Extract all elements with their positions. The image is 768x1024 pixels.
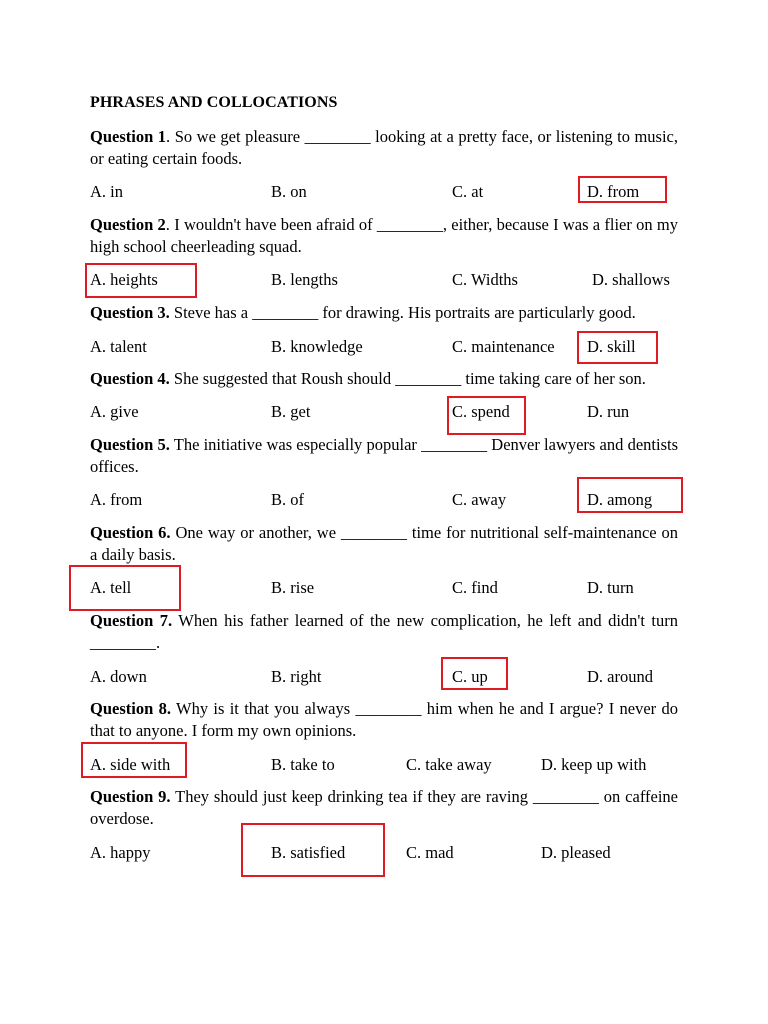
option-a[interactable]: A. happy (90, 843, 151, 862)
option-c[interactable]: C. mad (406, 843, 454, 862)
question-label: Question 7. (90, 611, 173, 630)
question-label: Question 8. (90, 699, 171, 718)
option-d[interactable]: D. shallows (592, 270, 670, 289)
option-d[interactable]: D. from (587, 182, 640, 201)
option-b[interactable]: B. rise (271, 578, 315, 597)
answer-mark (577, 331, 658, 364)
option-b[interactable]: B. on (271, 182, 307, 201)
option-a[interactable]: A. down (90, 667, 147, 686)
option-b[interactable]: B. lengths (271, 270, 338, 289)
page-title: PHRASES AND COLLOCATIONS (90, 94, 338, 111)
option-d[interactable]: D. pleased (541, 843, 611, 862)
option-d[interactable]: D. around (587, 667, 653, 686)
option-a[interactable]: A. in (90, 182, 123, 201)
question-label: Question 3. (90, 303, 170, 322)
option-a[interactable]: A. from (90, 490, 143, 509)
option-a[interactable]: A. heights (90, 270, 158, 289)
answer-mark (577, 477, 683, 513)
question-text: The initiative was especially popular ________ Denver lawyers and dentists offices. (90, 435, 678, 476)
question-5 (90, 434, 678, 478)
question-7 (90, 610, 678, 654)
option-c[interactable]: C. Widths (452, 270, 518, 289)
question-label: Question 1 (90, 127, 167, 146)
answer-mark (241, 823, 385, 877)
option-a[interactable]: A. talent (90, 337, 147, 356)
option-a[interactable]: A. side with (90, 755, 171, 774)
option-d[interactable]: D. among (587, 490, 653, 509)
option-d[interactable]: D. keep up with (541, 755, 647, 774)
question-label: Question 6. (90, 523, 171, 542)
question-text: . I wouldn't have been afraid of ________, either, because I was a flier on my high school cheerleading squad. (90, 215, 678, 256)
question-label: Question 5. (90, 435, 170, 454)
answer-mark (441, 657, 508, 690)
question-label: Question 9. (90, 787, 171, 806)
option-c[interactable]: C. take away (406, 755, 492, 774)
question-label: Question 2 (90, 215, 166, 234)
answer-mark (85, 263, 197, 298)
option-b[interactable]: B. knowledge (271, 337, 363, 356)
answer-mark (81, 742, 187, 778)
question-label: Question 4. (90, 369, 170, 388)
option-a[interactable]: A. tell (90, 578, 132, 597)
question-3 (90, 302, 678, 324)
option-c[interactable]: C. away (452, 490, 507, 509)
option-c[interactable]: C. spend (452, 402, 510, 421)
answer-mark (69, 565, 181, 611)
option-c[interactable]: C. find (452, 578, 498, 597)
option-b[interactable]: B. get (271, 402, 311, 421)
question-text: Why is it that you always ________ him when he and I argue? I never do that to anyone. I form my own opinions. (90, 699, 678, 740)
question-2 (90, 214, 678, 258)
option-d[interactable]: D. skill (587, 337, 636, 356)
question-8 (90, 698, 678, 742)
option-b[interactable]: B. take to (271, 755, 335, 774)
question-6 (90, 522, 678, 566)
option-d[interactable]: D. turn (587, 578, 634, 597)
option-b[interactable]: B. satisfied (271, 843, 346, 862)
answer-mark (447, 396, 526, 435)
option-b[interactable]: B. right (271, 667, 322, 686)
option-d[interactable]: D. run (587, 402, 630, 421)
question-text: One way or another, we ________ time for nutritional self-maintenance on a daily basis. (90, 523, 678, 564)
question-text: They should just keep drinking tea if they are raving ________ on caffeine overdose. (90, 787, 678, 828)
option-c[interactable]: C. at (452, 182, 484, 201)
option-a[interactable]: A. give (90, 402, 139, 421)
option-c[interactable]: C. up (452, 667, 488, 686)
option-c[interactable]: C. maintenance (452, 337, 555, 356)
answer-mark (578, 176, 667, 203)
question-text: When his father learned of the new complication, he left and didn't turn ________. (90, 611, 679, 652)
question-text: She suggested that Roush should ________ time taking care of her son. (169, 369, 646, 388)
question-text: Steve has a ________ for drawing. His portraits are particularly good. (169, 303, 636, 322)
option-b[interactable]: B. of (271, 490, 304, 509)
question-1 (90, 126, 678, 170)
question-4 (90, 368, 678, 390)
question-text: . So we get pleasure ________ looking at a pretty face, or listening to music, or eating certain foods. (90, 127, 679, 168)
